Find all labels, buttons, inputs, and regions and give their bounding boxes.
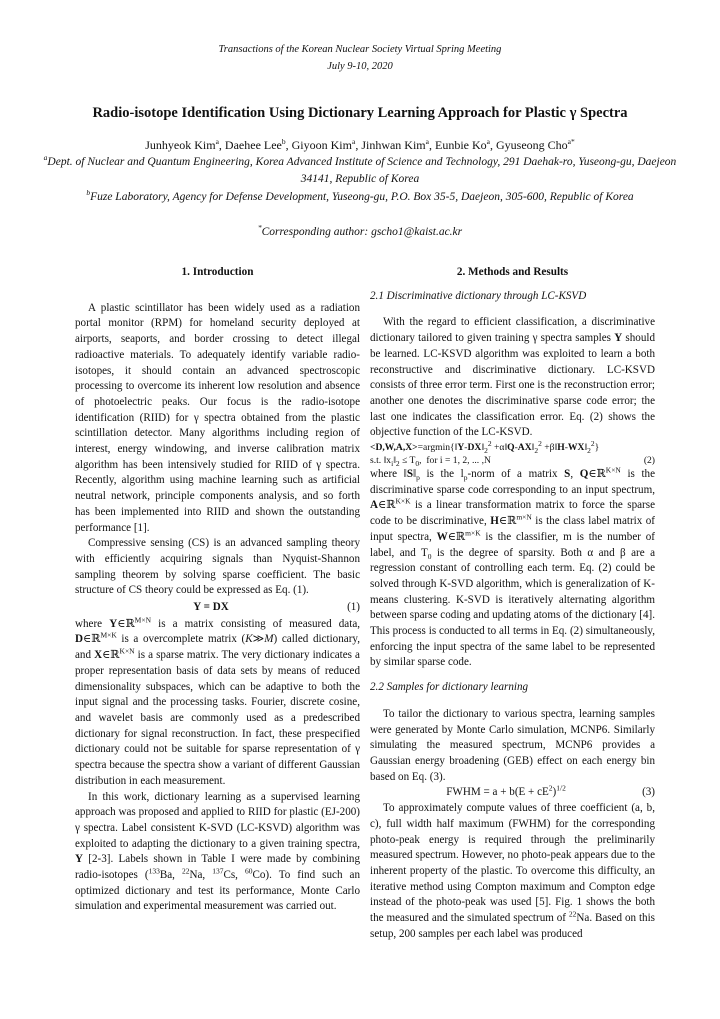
corresponding-author: *Corresponding author: gscho1@kaist.ac.kr <box>257 223 463 238</box>
author-list: Junhyeok Kim$^a$, Daehee Lee$^b$, Giyoon Kim$^a$, Jinhwan Kim$^a$, Eunbie Ko$^a$, Gyuseong Cho$^{a*}$ <box>145 137 575 152</box>
equation-1 <box>75 600 360 616</box>
right-column <box>370 265 655 942</box>
conference-date: July 9-10, 2020 <box>327 61 393 72</box>
conference-header: Transactions of the Korean Nuclear Society Virtual Spring Meeting <box>218 44 502 55</box>
section-heading-methods: 2. Methods and Results <box>456 266 569 278</box>
intro-paragraph-2: Compressive sensing (CS) is an advanced sampling theory with efficiently acquiring signals than Nyquist-Shannon sampling theorem by solving sparse coefficient. The basic structure of CS theory could be expressed as Eq. (1). <box>75 537 360 597</box>
paper-title: Radio-isotope Identification Using Dictionary Learning Approach for Plastic γ Spectra <box>92 105 628 121</box>
left-column <box>75 265 360 915</box>
equation-2-number: (2) <box>643 455 655 467</box>
methods-paragraph-4: To approximately compute values of three coefficient (a, b, c), full width half maximum (FWHM) for the corresponding photo-peak energy is required through the preliminarily measured spectrum. However, no photo-peak appears due to the inherent property of the plastic. To overcome this difficulty, an iterative method using Compton maximum and Compton edge instead of the photo-peak was used [5]. Fig. 1 shows the both the measured and the simulated spectrum of $^{22}$Na. Based on this setup, 200 samples per each label was produced <box>370 802 655 940</box>
equation-2-objective: $<D,W,A,X>=argmin\{‖Y-DX‖_2^2$ $+\alpha‖Q-AX‖_2^2$ $+\beta‖H-WX‖_2^2$} <box>370 438 600 455</box>
equation-2 <box>370 438 655 468</box>
affiliation-a: $^a$Dept. of Nuclear and Quantum Engineering, Korea Advanced Institute of Science and Technology, 291 Daehak-ro, Yuseong-gu, Daejeon 34141, Republic of Korea <box>43 153 677 185</box>
equation-1-body: Y = DX <box>193 601 229 614</box>
equation-3 <box>370 785 655 801</box>
intro-paragraph-4: In this work, dictionary learning as a supervised learning approach was proposed and applied to RIID for plastic (EJ-200) γ spectra. Label consistent K-SVD (LC-KSVD) algorithm was exploited to adapting the dictionary to a given training spectra, Y [2-3]. Labels shown in Table I were made by combining radio-isotopes ($^{133}$Ba, $^{22}$Na, $^{137}$Cs, $^{60}$Co). To find such an optimized dictionary and test its performance, Monte Carlo simulation and experimental measurement was carried out. <box>75 790 360 913</box>
methods-paragraph-2: where $‖S‖_p$ is the $l_p$-norm of a matrix S, Q∈ℝ$^{K\times N}$ is the discriminative sparse code corresponding to an input spectrum, A∈ℝ$^{K\times K}$ is a linear transformation matrix to force the sparse code to be discriminative, H∈ℝ$^{m\times N}$ is the class label matrix of input spectra, W∈ℝ$^{m\times K}$ is the classifier, m is the number of label, and $T_0$ is the degree of sparsity. Both α and β are a regression constant of controlling each term. Eq. (2) could be solved through K-SVD algorithm, which is generalization of K-means clustering. K-SVD is iteratively alternating algorithm between sparse coding and updating atoms of the dictionary [4]. This process is conducted to all terms in Eq. (2) simultaneously, enforcing the input spectra of the same label to be represented by similar sparse code. <box>370 465 656 669</box>
equation-3-number: (3) <box>642 786 655 799</box>
subsection-heading-2-1: 2.1 Discriminative dictionary through LC-KSVD <box>370 289 587 302</box>
equation-3-body: FWHM = $a + b(E + cE^2)^{1/2}$ <box>446 783 566 799</box>
intro-paragraph-3: where Y∈ℝ$^{M\times N}$ is a matrix consisting of measured data, D∈ℝ$^{M\times K}$ is a overcomplete matrix (K≫M) called dictionary, and X∈ℝ$^{K\times N}$ is a sparse matrix. The very dictionary indicates a proper representation basis of data sets by means of reduced dimensionality subspaces, which can be adaptive to both the input signal and the processing tasks. Fourier, discrete cosine, and wavelet basis are commonly used as a predescribed dictionary for signal reconstruction. In fact, these prespecified dictionary could not be suitable for sparse representation of γ spectra because the spectra show a variant of different Gaussian distribution in each measurement. <box>75 615 361 787</box>
equation-1-number: (1) <box>347 601 360 614</box>
methods-paragraph-1: With the regard to efficient classification, a discriminative dictionary tailored to given training γ spectra samples Y should be learned. LC-KSVD algorithm was exploited to learn a both reconstructive and discriminative dictionary. LC-KSVD consists of three error term. First one is the reconstruction error; another one denotes the discriminative sparse code error; the last one indicates the classification error. Eq. (2) shows the objective function of the LC-KSVD. <box>370 316 655 439</box>
intro-paragraph-1: A plastic scintillator has been widely used as a radiation portal monitor (RPM) for homeland security deployed at airports, seaports, and border crossing to detect illegal radioactive materials. To adequately identify variable radio-isotopes, it should contain an advanced spectroscopic processing to overcome its inherent low resolution and absence of photoelectric peaks. Our focus is the radio-isotope identification (RIID) for γ spectra obtained from the plastic scintillation detector. Many algorithms including region of interest, energy windowing, and inverse calibration matrix algorithm has been intensively studied for RIID of γ spectra. Recently, algorithm using machine learning such as artificial neutral network, principle components analysis, and so forth has been implemented into RIID and shown the outstanding performance [1]. <box>75 301 360 534</box>
affiliation-b: $^b$Fuze Laboratory, Agency for Defense Development, Yuseong-gu, P.O. Box 35-5, Daejeon, 305-600, Republic of Korea <box>86 188 634 203</box>
section-heading-introduction: 1. Introduction <box>181 266 254 278</box>
methods-paragraph-3: To tailor the dictionary to various spectra, learning samples were generated by Monte Carlo simulation, MCNP6. Similarly simulating the measured spectrum, MCNP6 provides a Gaussian energy broadening (GEB) effect on each energy bin based on Eq. (3). <box>370 707 655 783</box>
equation-2-constraint: s.t. $‖x_i‖_2 \le T_0$, for i = 1, 2, ... ,N (2) <box>370 455 655 468</box>
subsection-heading-2-2: 2.2 Samples for dictionary learning <box>370 681 529 694</box>
